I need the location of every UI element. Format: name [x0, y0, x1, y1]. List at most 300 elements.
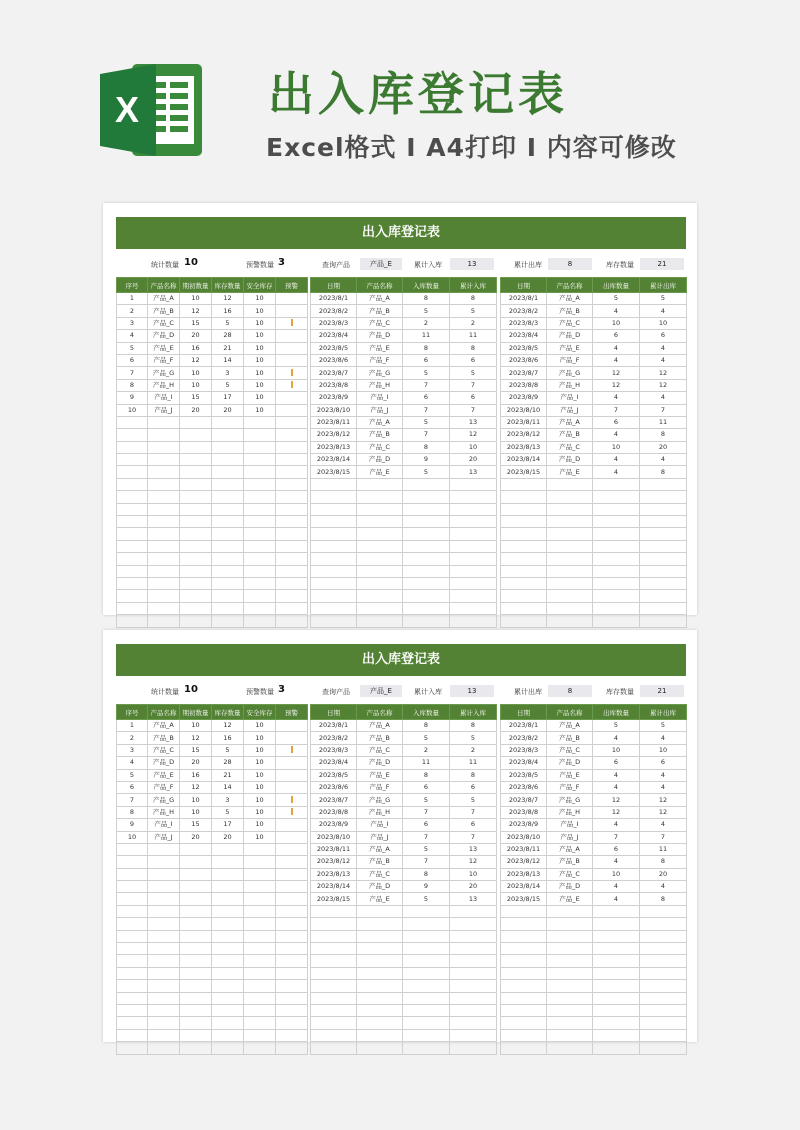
table-cell[interactable]: 20	[640, 868, 687, 880]
table-cell[interactable]	[148, 553, 180, 565]
table-cell[interactable]	[450, 992, 497, 1004]
table-cell[interactable]	[244, 590, 276, 602]
table-cell[interactable]	[311, 516, 357, 528]
table-cell[interactable]: 11	[450, 330, 497, 342]
table-cell[interactable]: 2023/8/10	[311, 831, 357, 843]
table-cell[interactable]: 产品_F	[547, 781, 593, 793]
table-cell[interactable]: 2023/8/10	[501, 404, 547, 416]
table-cell[interactable]	[276, 806, 308, 818]
table-cell[interactable]	[450, 565, 497, 577]
table-cell[interactable]	[148, 577, 180, 589]
table-cell[interactable]: 6	[117, 354, 148, 366]
table-cell[interactable]	[450, 955, 497, 967]
table-cell[interactable]: 16	[180, 769, 212, 781]
table-cell[interactable]: 2023/8/4	[501, 757, 547, 769]
table-cell[interactable]: 产品_B	[547, 305, 593, 317]
table-cell[interactable]: 12	[593, 794, 640, 806]
table-cell[interactable]	[593, 943, 640, 955]
table-cell[interactable]	[357, 1029, 403, 1041]
table-cell[interactable]	[180, 930, 212, 942]
table-cell[interactable]	[117, 905, 148, 917]
table-cell[interactable]: 2023/8/11	[501, 843, 547, 855]
table-cell[interactable]	[244, 992, 276, 1004]
table-cell[interactable]: 产品_J	[547, 831, 593, 843]
table-cell[interactable]: 2023/8/3	[501, 744, 547, 756]
table-cell[interactable]: 10	[244, 379, 276, 391]
table-cell[interactable]	[311, 992, 357, 1004]
table-cell[interactable]	[276, 769, 308, 781]
table-cell[interactable]: 10	[593, 744, 640, 756]
table-cell[interactable]	[180, 943, 212, 955]
table-cell[interactable]: 2023/8/5	[501, 342, 547, 354]
table-cell[interactable]: 6	[593, 843, 640, 855]
table-cell[interactable]: 产品_F	[547, 354, 593, 366]
table-cell[interactable]	[311, 905, 357, 917]
table-cell[interactable]	[547, 967, 593, 979]
table-cell[interactable]	[212, 967, 244, 979]
table-cell[interactable]	[403, 930, 450, 942]
table-cell[interactable]: 13	[450, 843, 497, 855]
table-cell[interactable]: 2023/8/1	[501, 293, 547, 305]
table-cell[interactable]: 产品_E	[357, 466, 403, 478]
table-cell[interactable]	[547, 943, 593, 955]
table-cell[interactable]: 7	[403, 831, 450, 843]
table-cell[interactable]: 产品_J	[357, 404, 403, 416]
table-cell[interactable]	[357, 1017, 403, 1029]
table-cell[interactable]	[148, 478, 180, 490]
table-cell[interactable]: 2023/8/8	[501, 806, 547, 818]
table-cell[interactable]	[212, 1042, 244, 1054]
table-cell[interactable]	[148, 868, 180, 880]
table-cell[interactable]	[276, 342, 308, 354]
table-cell[interactable]	[180, 565, 212, 577]
table-cell[interactable]	[212, 416, 244, 428]
table-cell[interactable]: 12	[450, 856, 497, 868]
table-cell[interactable]	[403, 1042, 450, 1054]
table-cell[interactable]: 产品_D	[547, 757, 593, 769]
table-cell[interactable]: 5	[117, 769, 148, 781]
table-cell[interactable]	[640, 565, 687, 577]
table-cell[interactable]: 8	[117, 379, 148, 391]
table-cell[interactable]	[276, 744, 308, 756]
table-cell[interactable]	[148, 540, 180, 552]
table-cell[interactable]	[276, 881, 308, 893]
table-cell[interactable]	[501, 540, 547, 552]
table-cell[interactable]: 产品_E	[148, 769, 180, 781]
table-cell[interactable]	[180, 503, 212, 515]
table-cell[interactable]	[501, 590, 547, 602]
table-cell[interactable]: 产品_A	[357, 720, 403, 732]
table-cell[interactable]: 10	[593, 441, 640, 453]
table-cell[interactable]: 12	[593, 367, 640, 379]
table-cell[interactable]: 10	[244, 794, 276, 806]
table-cell[interactable]	[276, 843, 308, 855]
table-cell[interactable]: 20	[180, 404, 212, 416]
table-cell[interactable]	[593, 540, 640, 552]
table-cell[interactable]	[117, 516, 148, 528]
table-cell[interactable]	[117, 466, 148, 478]
table-cell[interactable]	[593, 590, 640, 602]
table-cell[interactable]: 17	[212, 392, 244, 404]
table-cell[interactable]: 3	[212, 367, 244, 379]
table-cell[interactable]	[148, 843, 180, 855]
table-cell[interactable]	[244, 905, 276, 917]
table-cell[interactable]	[450, 967, 497, 979]
table-cell[interactable]: 2023/8/15	[311, 893, 357, 905]
table-cell[interactable]	[450, 553, 497, 565]
table-cell[interactable]: 产品_C	[148, 744, 180, 756]
table-cell[interactable]	[640, 590, 687, 602]
table-cell[interactable]	[117, 893, 148, 905]
table-cell[interactable]: 10	[244, 367, 276, 379]
table-cell[interactable]	[148, 590, 180, 602]
table-cell[interactable]: 15	[180, 744, 212, 756]
table-cell[interactable]	[403, 905, 450, 917]
table-cell[interactable]	[276, 367, 308, 379]
table-cell[interactable]	[403, 1004, 450, 1016]
table-cell[interactable]: 5	[403, 305, 450, 317]
table-cell[interactable]	[501, 491, 547, 503]
table-cell[interactable]	[180, 441, 212, 453]
query-product-select[interactable]: 产品_E	[360, 258, 402, 270]
table-cell[interactable]	[311, 1004, 357, 1016]
table-cell[interactable]	[148, 1029, 180, 1041]
table-cell[interactable]	[640, 992, 687, 1004]
table-cell[interactable]: 4	[593, 856, 640, 868]
query-product-select[interactable]: 产品_E	[360, 685, 402, 697]
table-cell[interactable]	[547, 516, 593, 528]
table-cell[interactable]: 2023/8/2	[501, 305, 547, 317]
table-cell[interactable]: 4	[640, 819, 687, 831]
table-cell[interactable]: 产品_C	[357, 317, 403, 329]
table-cell[interactable]: 4	[593, 769, 640, 781]
table-cell[interactable]	[501, 516, 547, 528]
table-cell[interactable]: 产品_D	[547, 881, 593, 893]
table-cell[interactable]: 28	[212, 330, 244, 342]
table-cell[interactable]: 产品_G	[357, 794, 403, 806]
table-cell[interactable]	[117, 615, 148, 627]
table-cell[interactable]: 2023/8/3	[311, 744, 357, 756]
table-cell[interactable]: 产品_G	[547, 367, 593, 379]
table-cell[interactable]	[244, 1029, 276, 1041]
table-cell[interactable]: 6	[450, 354, 497, 366]
table-cell[interactable]: 5	[640, 720, 687, 732]
table-cell[interactable]	[212, 893, 244, 905]
table-cell[interactable]	[117, 1042, 148, 1054]
table-cell[interactable]	[357, 980, 403, 992]
table-cell[interactable]	[276, 429, 308, 441]
table-cell[interactable]	[640, 553, 687, 565]
table-cell[interactable]: 产品_C	[547, 868, 593, 880]
table-cell[interactable]: 4	[640, 342, 687, 354]
table-cell[interactable]	[593, 528, 640, 540]
table-cell[interactable]: 10	[180, 367, 212, 379]
table-cell[interactable]	[450, 602, 497, 614]
table-cell[interactable]: 12	[593, 379, 640, 391]
table-cell[interactable]	[403, 516, 450, 528]
table-cell[interactable]	[547, 1017, 593, 1029]
table-cell[interactable]: 10	[117, 404, 148, 416]
table-cell[interactable]	[501, 980, 547, 992]
table-cell[interactable]: 20	[180, 330, 212, 342]
table-cell[interactable]: 2023/8/7	[501, 367, 547, 379]
table-cell[interactable]: 5	[403, 893, 450, 905]
table-cell[interactable]	[357, 992, 403, 1004]
table-cell[interactable]: 产品_D	[357, 454, 403, 466]
table-cell[interactable]: 10	[180, 293, 212, 305]
table-cell[interactable]	[276, 868, 308, 880]
table-cell[interactable]: 5	[212, 744, 244, 756]
table-cell[interactable]	[450, 528, 497, 540]
table-cell[interactable]	[148, 905, 180, 917]
table-cell[interactable]: 6	[403, 392, 450, 404]
table-cell[interactable]: 5	[212, 806, 244, 818]
table-cell[interactable]: 产品_H	[547, 379, 593, 391]
table-cell[interactable]: 10	[244, 757, 276, 769]
table-cell[interactable]	[180, 577, 212, 589]
table-cell[interactable]: 20	[450, 881, 497, 893]
table-cell[interactable]	[117, 429, 148, 441]
table-cell[interactable]: 12	[180, 354, 212, 366]
table-cell[interactable]	[357, 602, 403, 614]
table-cell[interactable]	[501, 528, 547, 540]
table-cell[interactable]	[311, 980, 357, 992]
table-cell[interactable]	[276, 781, 308, 793]
table-cell[interactable]	[311, 930, 357, 942]
table-cell[interactable]	[117, 577, 148, 589]
table-cell[interactable]: 产品_A	[148, 720, 180, 732]
table-cell[interactable]	[212, 466, 244, 478]
table-cell[interactable]: 2	[450, 744, 497, 756]
table-cell[interactable]	[547, 918, 593, 930]
table-cell[interactable]	[148, 930, 180, 942]
table-cell[interactable]	[640, 967, 687, 979]
table-cell[interactable]	[640, 943, 687, 955]
table-cell[interactable]	[640, 1017, 687, 1029]
table-cell[interactable]	[244, 478, 276, 490]
table-cell[interactable]	[276, 757, 308, 769]
table-cell[interactable]	[180, 967, 212, 979]
table-cell[interactable]	[244, 1042, 276, 1054]
table-cell[interactable]: 2023/8/14	[311, 881, 357, 893]
table-cell[interactable]	[276, 466, 308, 478]
table-cell[interactable]	[593, 577, 640, 589]
table-cell[interactable]	[180, 602, 212, 614]
table-cell[interactable]	[357, 1042, 403, 1054]
table-cell[interactable]	[593, 615, 640, 627]
table-cell[interactable]	[311, 540, 357, 552]
table-cell[interactable]: 14	[212, 781, 244, 793]
table-cell[interactable]	[212, 1017, 244, 1029]
table-cell[interactable]: 4	[593, 781, 640, 793]
table-cell[interactable]	[547, 992, 593, 1004]
table-cell[interactable]: 产品_C	[547, 317, 593, 329]
table-cell[interactable]	[450, 540, 497, 552]
table-cell[interactable]	[403, 528, 450, 540]
table-cell[interactable]	[547, 565, 593, 577]
table-cell[interactable]: 10	[244, 293, 276, 305]
table-cell[interactable]: 产品_E	[148, 342, 180, 354]
table-cell[interactable]	[212, 1004, 244, 1016]
table-cell[interactable]	[212, 1029, 244, 1041]
table-cell[interactable]: 产品_D	[148, 330, 180, 342]
table-cell[interactable]	[593, 905, 640, 917]
table-cell[interactable]: 产品_C	[547, 744, 593, 756]
table-cell[interactable]: 产品_A	[357, 293, 403, 305]
table-cell[interactable]	[212, 992, 244, 1004]
table-cell[interactable]	[357, 540, 403, 552]
table-cell[interactable]: 8	[450, 342, 497, 354]
table-cell[interactable]: 3	[212, 794, 244, 806]
table-cell[interactable]	[244, 893, 276, 905]
table-cell[interactable]: 20	[212, 404, 244, 416]
table-cell[interactable]: 5	[450, 305, 497, 317]
table-cell[interactable]: 2023/8/13	[501, 868, 547, 880]
table-cell[interactable]	[403, 980, 450, 992]
table-cell[interactable]: 产品_G	[148, 794, 180, 806]
table-cell[interactable]	[547, 1042, 593, 1054]
table-cell[interactable]	[244, 429, 276, 441]
table-cell[interactable]	[640, 980, 687, 992]
table-cell[interactable]	[276, 615, 308, 627]
table-cell[interactable]	[593, 967, 640, 979]
table-cell[interactable]	[212, 590, 244, 602]
table-cell[interactable]	[212, 429, 244, 441]
table-cell[interactable]	[117, 540, 148, 552]
table-cell[interactable]: 产品_B	[357, 429, 403, 441]
table-cell[interactable]	[276, 905, 308, 917]
table-cell[interactable]: 4	[593, 354, 640, 366]
table-cell[interactable]: 7	[117, 367, 148, 379]
table-cell[interactable]	[244, 577, 276, 589]
table-cell[interactable]: 4	[640, 732, 687, 744]
table-cell[interactable]: 10	[244, 769, 276, 781]
table-cell[interactable]: 2023/8/7	[311, 367, 357, 379]
table-cell[interactable]	[640, 955, 687, 967]
table-cell[interactable]: 6	[117, 781, 148, 793]
table-cell[interactable]: 12	[640, 379, 687, 391]
table-cell[interactable]: 8	[403, 769, 450, 781]
table-cell[interactable]	[450, 1042, 497, 1054]
table-cell[interactable]	[357, 1004, 403, 1016]
table-cell[interactable]	[180, 1004, 212, 1016]
table-cell[interactable]: 2023/8/9	[311, 819, 357, 831]
table-cell[interactable]	[148, 429, 180, 441]
table-cell[interactable]	[357, 615, 403, 627]
table-cell[interactable]	[357, 503, 403, 515]
table-cell[interactable]: 11	[450, 757, 497, 769]
table-cell[interactable]: 7	[640, 831, 687, 843]
table-cell[interactable]: 5	[403, 794, 450, 806]
table-cell[interactable]: 12	[640, 367, 687, 379]
table-cell[interactable]	[212, 454, 244, 466]
table-cell[interactable]: 8	[117, 806, 148, 818]
table-cell[interactable]	[547, 930, 593, 942]
table-cell[interactable]: 6	[593, 416, 640, 428]
table-cell[interactable]	[212, 615, 244, 627]
table-cell[interactable]	[244, 980, 276, 992]
table-cell[interactable]	[117, 930, 148, 942]
table-cell[interactable]: 产品_C	[357, 868, 403, 880]
table-cell[interactable]	[212, 930, 244, 942]
table-cell[interactable]: 2	[117, 732, 148, 744]
table-cell[interactable]: 1	[117, 293, 148, 305]
table-cell[interactable]	[403, 478, 450, 490]
table-cell[interactable]	[311, 577, 357, 589]
table-cell[interactable]	[276, 491, 308, 503]
table-cell[interactable]	[276, 590, 308, 602]
table-cell[interactable]	[148, 454, 180, 466]
table-cell[interactable]: 2023/8/14	[501, 454, 547, 466]
table-cell[interactable]: 2	[403, 744, 450, 756]
table-cell[interactable]	[180, 1029, 212, 1041]
table-cell[interactable]	[640, 516, 687, 528]
table-cell[interactable]: 13	[450, 416, 497, 428]
table-cell[interactable]	[148, 466, 180, 478]
table-cell[interactable]: 4	[593, 392, 640, 404]
table-cell[interactable]	[148, 441, 180, 453]
table-cell[interactable]: 10	[450, 868, 497, 880]
table-cell[interactable]	[212, 503, 244, 515]
table-cell[interactable]: 产品_H	[148, 379, 180, 391]
table-cell[interactable]	[640, 1004, 687, 1016]
table-cell[interactable]	[593, 478, 640, 490]
table-cell[interactable]	[593, 1042, 640, 1054]
table-cell[interactable]: 1	[117, 720, 148, 732]
table-cell[interactable]	[212, 553, 244, 565]
table-cell[interactable]: 产品_B	[547, 429, 593, 441]
table-cell[interactable]: 2023/8/14	[311, 454, 357, 466]
table-cell[interactable]	[403, 491, 450, 503]
table-cell[interactable]	[148, 503, 180, 515]
table-cell[interactable]: 20	[640, 441, 687, 453]
table-cell[interactable]	[276, 565, 308, 577]
table-cell[interactable]: 产品_I	[357, 819, 403, 831]
table-cell[interactable]	[244, 416, 276, 428]
table-cell[interactable]: 6	[403, 354, 450, 366]
table-cell[interactable]: 产品_J	[148, 831, 180, 843]
table-cell[interactable]	[640, 528, 687, 540]
table-cell[interactable]	[501, 1004, 547, 1016]
table-cell[interactable]	[180, 843, 212, 855]
table-cell[interactable]	[403, 565, 450, 577]
table-cell[interactable]	[501, 602, 547, 614]
table-cell[interactable]	[148, 992, 180, 1004]
table-cell[interactable]	[357, 516, 403, 528]
table-cell[interactable]: 5	[403, 367, 450, 379]
table-cell[interactable]	[180, 893, 212, 905]
table-cell[interactable]	[276, 503, 308, 515]
table-cell[interactable]	[640, 503, 687, 515]
table-cell[interactable]	[180, 980, 212, 992]
table-cell[interactable]: 7	[403, 379, 450, 391]
table-cell[interactable]: 9	[117, 392, 148, 404]
table-cell[interactable]: 12	[180, 305, 212, 317]
table-cell[interactable]	[276, 794, 308, 806]
table-cell[interactable]: 2023/8/3	[501, 317, 547, 329]
table-cell[interactable]	[547, 503, 593, 515]
table-cell[interactable]	[357, 528, 403, 540]
table-cell[interactable]	[403, 602, 450, 614]
table-cell[interactable]: 12	[212, 293, 244, 305]
table-cell[interactable]: 15	[180, 317, 212, 329]
table-cell[interactable]	[276, 379, 308, 391]
table-cell[interactable]: 6	[403, 781, 450, 793]
table-cell[interactable]: 5	[212, 379, 244, 391]
table-cell[interactable]: 产品_J	[547, 404, 593, 416]
table-cell[interactable]	[180, 416, 212, 428]
table-cell[interactable]: 2023/8/9	[501, 392, 547, 404]
